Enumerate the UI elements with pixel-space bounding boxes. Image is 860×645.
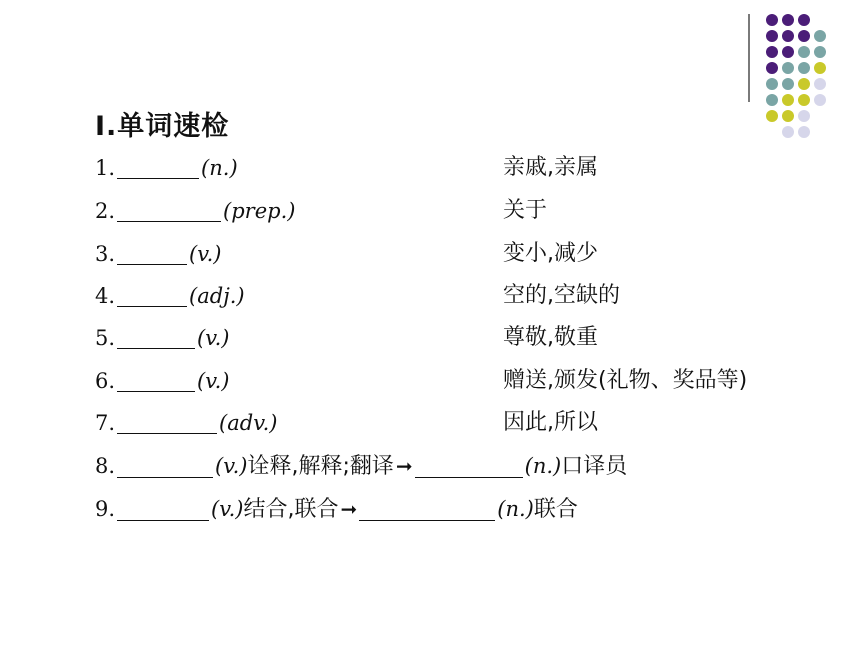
vocab-item-4 (95, 281, 620, 311)
decorative-dot (798, 126, 810, 138)
derived-part-of-speech: (n.) (497, 497, 534, 521)
answer-blank[interactable] (117, 411, 217, 434)
vocab-item-3 (95, 239, 598, 269)
part-of-speech: (v.) (197, 369, 230, 393)
item-number: 6. (95, 369, 116, 393)
decorative-dot (782, 78, 794, 90)
decorative-dot (798, 30, 810, 42)
derived-part-of-speech: (n.) (524, 454, 562, 478)
derived-answer-blank[interactable] (415, 455, 523, 478)
answer-blank[interactable] (117, 369, 195, 392)
answer-blank[interactable] (117, 455, 213, 478)
vocab-item-2 (95, 196, 548, 226)
decorative-dot (766, 62, 778, 74)
part-of-speech: (v.) (215, 454, 248, 478)
decorative-dot (766, 30, 778, 42)
answer-blank[interactable] (117, 326, 195, 349)
section-title: Ⅰ.单词速检 (95, 111, 230, 142)
item-meaning: 关于 (503, 198, 548, 223)
decorative-dot (782, 126, 794, 138)
part-of-speech: (adv.) (219, 411, 278, 435)
vocab-item-7 (95, 408, 598, 438)
item-meaning: 结合,联合 (243, 497, 339, 522)
decorative-dot (782, 14, 794, 26)
decorative-dot (814, 94, 826, 106)
item-meaning: 空的,空缺的 (503, 283, 620, 308)
decorative-divider-line (748, 14, 750, 102)
part-of-speech: (prep.) (223, 199, 296, 223)
item-number: 8. (95, 454, 116, 478)
part-of-speech: (adj.) (189, 284, 245, 308)
item-number: 9. (95, 497, 116, 521)
decorative-dot (782, 110, 794, 122)
decorative-dot (798, 94, 810, 106)
item-meaning: 因此,所以 (503, 410, 598, 435)
derived-answer-blank[interactable] (359, 498, 495, 521)
decorative-dot (814, 46, 826, 58)
item-number: 3. (95, 242, 116, 266)
decorative-dot (798, 62, 810, 74)
decorative-dot (798, 14, 810, 26)
answer-blank[interactable] (117, 498, 209, 521)
vocab-item-8 (95, 451, 627, 481)
item-meaning: 变小,减少 (503, 241, 598, 266)
vocab-item-9 (95, 494, 578, 524)
answer-blank[interactable] (117, 242, 187, 265)
decorative-dot (814, 62, 826, 74)
item-meaning: 诠释,解释;翻译 (247, 454, 394, 479)
decorative-dot (798, 110, 810, 122)
decorative-dot (782, 30, 794, 42)
item-number: 7. (95, 411, 116, 435)
vocab-item-1 (95, 153, 598, 183)
decorative-dot (766, 110, 778, 122)
decorative-dot (814, 78, 826, 90)
item-meaning: 亲戚,亲属 (503, 155, 598, 180)
arrow-right-icon: ➞ (340, 497, 358, 521)
item-number: 4. (95, 284, 116, 308)
decorative-dot (798, 78, 810, 90)
item-meaning: 赠送,颁发(礼物、奖品等) (503, 368, 748, 393)
answer-blank[interactable] (117, 284, 187, 307)
vocab-item-5 (95, 323, 598, 353)
derived-meaning: 口译员 (561, 454, 628, 479)
vocab-item-6 (95, 366, 748, 396)
decorative-dot (814, 30, 826, 42)
arrow-right-icon: ➞ (395, 454, 413, 478)
decorative-dot (782, 46, 794, 58)
item-meaning: 尊敬,敬重 (503, 325, 598, 350)
part-of-speech: (v.) (189, 242, 222, 266)
decorative-dot (766, 46, 778, 58)
answer-blank[interactable] (117, 156, 199, 179)
item-number: 1. (95, 156, 116, 180)
part-of-speech: (v.) (197, 326, 230, 350)
part-of-speech: (v.) (211, 497, 244, 521)
decorative-dot (766, 78, 778, 90)
item-number: 5. (95, 326, 116, 350)
part-of-speech: (n.) (201, 156, 238, 180)
decorative-dot (766, 94, 778, 106)
item-number: 2. (95, 199, 116, 223)
decorative-dot (782, 62, 794, 74)
decorative-dot (766, 14, 778, 26)
decorative-dot (782, 94, 794, 106)
answer-blank[interactable] (117, 199, 221, 222)
decorative-dot (798, 46, 810, 58)
derived-meaning: 联合 (533, 497, 578, 522)
